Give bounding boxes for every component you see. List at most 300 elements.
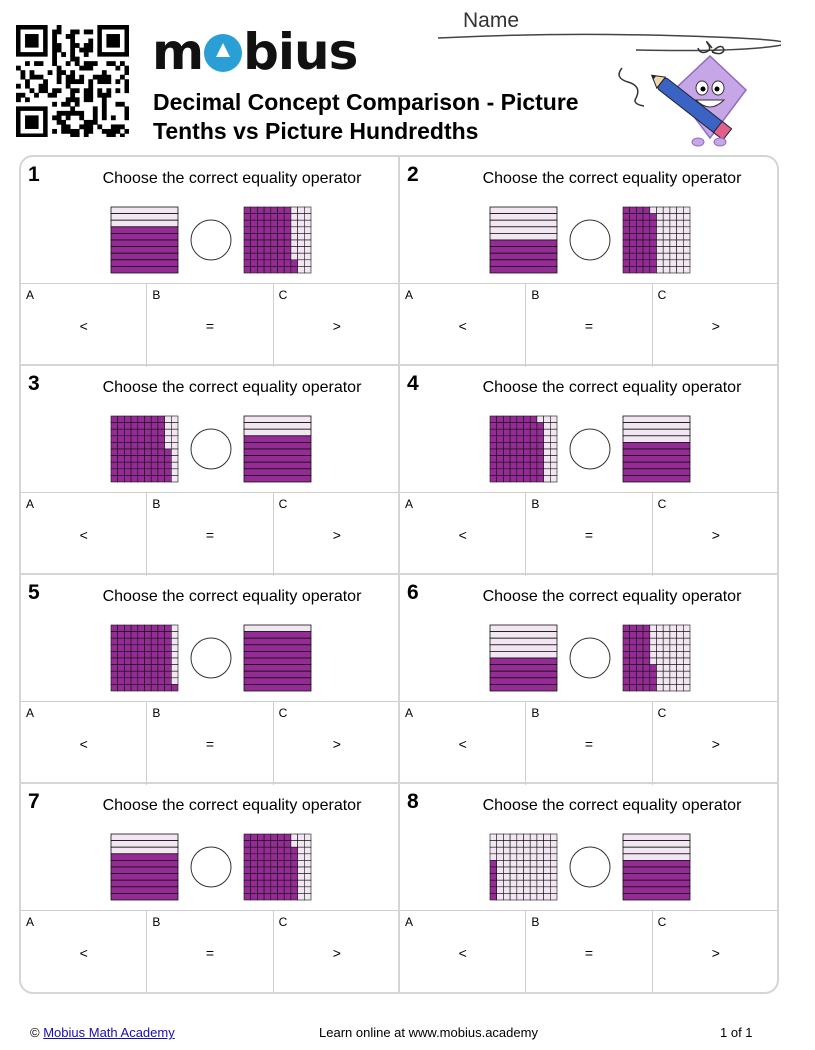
hundredths-square [623,227,630,234]
hundredths-square [497,475,504,482]
hundredths-square [677,645,684,652]
hundredths-square [151,678,158,685]
hundredths-square [524,416,531,423]
hundredths-square [677,638,684,645]
hundredths-square [111,665,118,672]
comparison-figure [488,414,693,484]
choice-a[interactable] [400,702,526,785]
hundredths-square [251,247,258,254]
hundredths-square [683,638,690,645]
hundredths-square [530,841,537,848]
hundredths-square [524,469,531,476]
hundredths-square [524,449,531,456]
tenths-strip [623,887,690,894]
hundredths-square [677,625,684,632]
hundredths-square [503,423,510,430]
tenths-strip [623,462,690,469]
hundredths-square [165,436,172,443]
tenths-strip [111,841,178,848]
choice-c[interactable] [653,493,779,576]
answer-choices [21,283,398,367]
hundredths-square [251,847,258,854]
hundredths-square [138,645,145,652]
choice-operator: < [79,527,88,543]
hundredths-square [670,214,677,221]
hundredths-square [530,469,537,476]
hundredths-square [118,416,125,423]
hundredths-square [490,860,497,867]
hundredths-square [271,227,278,234]
hundredths-square [517,860,524,867]
answer-choices [400,283,779,367]
hundredths-square [165,638,172,645]
choice-letter: B [152,288,161,302]
hundredths-square [636,658,643,665]
hundredths-square [131,423,138,430]
hundredths-square [663,214,670,221]
hundredths-square [636,678,643,685]
question-prompt: Choose the correct equality operator [102,170,362,187]
hundredths-square [278,893,285,900]
choice-operator: > [711,945,720,961]
hundredths-square [278,220,285,227]
operator-blank-circle[interactable] [570,220,610,260]
choice-b[interactable] [526,493,652,576]
hundredths-square [145,475,152,482]
hundredths-square [630,253,637,260]
tenths-strip [490,260,557,267]
hundredths-square [111,436,118,443]
hundredths-square [524,867,531,874]
hundredths-square [284,233,291,240]
hundredths-square [138,671,145,678]
hundredths-square [284,834,291,841]
hundredths-square [683,671,690,678]
hundredths-square [251,880,258,887]
hundredths-square [670,632,677,639]
hundredths-square [517,423,524,430]
hundredths-square [131,651,138,658]
hundredths-square [636,632,643,639]
hundredths-square [257,860,264,867]
hundredths-square [257,260,264,267]
hundredths-square [670,651,677,658]
hundredths-square [497,860,504,867]
choice-letter: C [657,915,667,929]
hundredths-square [271,867,278,874]
hundredths-square [503,841,510,848]
choice-b[interactable] [147,911,273,994]
hundredths-square [663,260,670,267]
hundredths-square [497,893,504,900]
hundredths-square [298,227,305,234]
operator-blank-circle[interactable] [570,638,610,678]
operator-blank-circle[interactable] [191,429,231,469]
hundredths-square [244,207,251,214]
hundredths-square [124,449,131,456]
question-prompt: Choose the correct equality operator [482,170,742,187]
hundredths-square [138,416,145,423]
hundredths-square [158,436,165,443]
hundredths-square [111,449,118,456]
choice-letter: B [531,706,540,720]
hundredths-square [630,658,637,665]
hundredths-square [490,456,497,463]
hundredths-square [683,227,690,234]
hundredths-square [657,260,664,267]
hundredths-square [550,834,557,841]
question-prompt: Choose the correct equality operator [482,588,742,605]
choice-letter: B [531,915,540,929]
hundredths-square [111,671,118,678]
hundredths-square [124,436,131,443]
hundredths-square [636,625,643,632]
hundredths-square [623,253,630,260]
hundredths-square [158,678,165,685]
hundredths-square [118,449,125,456]
hundredths-square [145,678,152,685]
hundredths-square [264,854,271,861]
choice-b[interactable] [526,911,652,994]
hundredths-square [145,429,152,436]
tenths-strip [623,475,690,482]
hundredths-square [623,658,630,665]
hundredths-square [151,449,158,456]
tenths-strip [111,893,178,900]
hundredths-square [677,658,684,665]
hundredths-square [524,854,531,861]
hundredths-square [298,874,305,881]
hundredths-square [490,449,497,456]
hundredths-square [244,867,251,874]
hundredths-square [251,867,258,874]
tenths-strip [490,214,557,221]
hundredths-square [138,436,145,443]
hundredths-square [271,247,278,254]
hundredths-square [165,632,172,639]
choice-c[interactable] [653,702,779,785]
hundredths-square [650,665,657,672]
choice-letter: A [405,288,414,302]
choice-a[interactable] [21,911,147,994]
hundredths-square [171,416,178,423]
hundredths-square [264,253,271,260]
hundredths-square [131,475,138,482]
hundredths-square [497,469,504,476]
hundredths-square [118,632,125,639]
choice-b[interactable] [526,284,652,367]
choice-c[interactable] [274,702,400,785]
tenths-strip [623,854,690,861]
hundredths-square [138,638,145,645]
hundredths-square [291,266,298,273]
hundredths-square [537,475,544,482]
hundredths-square [111,632,118,639]
hundredths-square [650,651,657,658]
hundredths-square [623,671,630,678]
hundredths-square [497,442,504,449]
hundredths-square [677,678,684,685]
tenths-strip [244,436,311,443]
hundredths-square [544,462,551,469]
hundredths-square [304,847,311,854]
hundredths-square [670,678,677,685]
hundredths-square [503,456,510,463]
hundredths-square [524,442,531,449]
choice-b[interactable] [147,702,273,785]
hundredths-square [524,874,531,881]
choice-c[interactable] [274,493,400,576]
hundredths-square [537,854,544,861]
hundredths-square [550,874,557,881]
hundredths-square [131,678,138,685]
choice-c[interactable] [653,911,779,994]
tenths-strip [111,253,178,260]
hundredths-square [284,854,291,861]
hundredths-square [165,658,172,665]
tenths-strip [490,665,557,672]
hundredths-square [271,207,278,214]
hundredths-square [657,233,664,240]
hundredths-square [171,436,178,443]
hundredths-square [623,220,630,227]
hundredths-square [510,874,517,881]
hundredths-square [264,233,271,240]
footer-center-text: Learn online at www.mobius.academy [319,1025,538,1040]
hundredths-square [643,247,650,254]
hundredths-square [291,214,298,221]
choice-operator: > [711,318,720,334]
choice-a[interactable] [21,284,147,367]
hundredths-square [165,475,172,482]
hundredths-square [171,625,178,632]
hundredths-square [284,841,291,848]
choice-a[interactable] [21,493,147,576]
hundredths-square [663,220,670,227]
hundredths-square [284,847,291,854]
question-8 [400,784,779,993]
choice-a[interactable] [400,493,526,576]
hundredths-square [284,266,291,273]
hundredths-square [278,260,285,267]
hundredths-square [663,658,670,665]
hundredths-square [304,874,311,881]
tenths-strip [244,671,311,678]
hundredths-square [636,671,643,678]
hundredths-square [298,880,305,887]
question-number: 5 [28,581,40,604]
hundredths-square [171,665,178,672]
choice-letter: A [405,915,414,929]
hundredths-square [111,625,118,632]
hundredths-square [544,416,551,423]
hundredths-square [650,214,657,221]
hundredths-square [683,625,690,632]
hundredths-square [636,665,643,672]
hundredths-square [663,240,670,247]
hundredths-square [244,227,251,234]
hundredths-square [284,874,291,881]
hundredths-square [244,847,251,854]
hundredths-square [683,214,690,221]
hundredths-square [284,207,291,214]
hundredths-square [663,684,670,691]
hundredths-square [530,887,537,894]
hundredths-square [544,442,551,449]
comparison-figure [109,623,314,693]
choice-letter: A [405,497,414,511]
hundredths-square [650,684,657,691]
choice-c[interactable] [274,284,400,367]
hundredths-square [251,874,258,881]
hundredths-square [490,442,497,449]
tenths-strip [490,638,557,645]
hundredths-square [118,625,125,632]
hundredths-square [643,658,650,665]
operator-blank-circle[interactable] [570,429,610,469]
hundredths-square [124,442,131,449]
operator-blank-circle[interactable] [570,847,610,887]
choice-letter: C [657,288,667,302]
hundredths-square [298,220,305,227]
hundredths-square [271,240,278,247]
tenths-strip [244,632,311,639]
hundredths-square [291,834,298,841]
hundredths-square [550,449,557,456]
hundredths-square [670,227,677,234]
choice-a[interactable] [21,702,147,785]
hundredths-square [657,253,664,260]
hundredths-square [524,880,531,887]
hundredths-square [278,247,285,254]
hundredths-square [251,887,258,894]
title-line-1: Decimal Concept Comparison - Picture [153,89,579,115]
hundredths-square [550,423,557,430]
tenths-strip [490,658,557,665]
hundredths-square [517,893,524,900]
hundredths-square [291,207,298,214]
choice-b[interactable] [147,493,273,576]
question-prompt: Choose the correct equality operator [482,797,742,814]
hundredths-square [291,253,298,260]
hundredths-square [530,854,537,861]
question-prompt: Choose the correct equality operator [102,797,362,814]
hundredths-square [623,625,630,632]
choice-b[interactable] [147,284,273,367]
hundredths-square [118,456,125,463]
hundredths-square [165,625,172,632]
hundredths-square [657,678,664,685]
tenths-strip [244,442,311,449]
hundredths-square [497,456,504,463]
hundredths-square [171,456,178,463]
hundredths-square [278,214,285,221]
hundredths-square [138,475,145,482]
hundredths-square [537,436,544,443]
hundredths-square [304,841,311,848]
hundredths-square [131,671,138,678]
hundredths-square [630,651,637,658]
hundredths-square [298,233,305,240]
hundredths-square [643,220,650,227]
hundredths-square [544,469,551,476]
question-3 [21,366,400,575]
choice-a[interactable] [400,284,526,367]
hundredths-square [510,456,517,463]
choice-c[interactable] [274,911,400,994]
tenths-strip [490,632,557,639]
hundredths-square [291,887,298,894]
hundredths-square [171,475,178,482]
hundredths-square [271,253,278,260]
hundredths-square [630,207,637,214]
tenths-strip [111,834,178,841]
choice-operator: < [458,736,467,752]
hundredths-square [257,266,264,273]
hundredths-square [264,247,271,254]
tenths-strip [111,880,178,887]
hundredths-square [650,632,657,639]
hundredths-square [284,880,291,887]
hundredths-square [503,887,510,894]
hundredths-square [118,442,125,449]
hundredths-square [544,874,551,881]
hundredths-square [670,233,677,240]
hundredths-square [111,684,118,691]
hundredths-square [264,266,271,273]
hundredths-square [158,449,165,456]
operator-blank-circle[interactable] [191,638,231,678]
hundredths-square [284,893,291,900]
hundredths-square [510,854,517,861]
hundredths-square [650,233,657,240]
hundredths-square [158,475,165,482]
hundredths-square [670,638,677,645]
answer-choices [400,701,779,785]
hundredths-square [623,678,630,685]
hundredths-square [118,678,125,685]
hundredths-square [657,671,664,678]
hundredths-square [124,456,131,463]
hundredths-square [623,260,630,267]
operator-blank-circle[interactable] [191,847,231,887]
hundredths-square [304,854,311,861]
hundredths-square [630,266,637,273]
choice-a[interactable] [400,911,526,994]
mobius-academy-link[interactable]: Mobius Math Academy [43,1025,175,1040]
hundredths-square [497,880,504,887]
question-2 [400,157,779,366]
hundredths-square [271,847,278,854]
hundredths-square [630,625,637,632]
hundredths-square [118,462,125,469]
choice-operator: < [79,945,88,961]
tenths-strip [623,416,690,423]
operator-blank-circle[interactable] [191,220,231,260]
choice-c[interactable] [653,284,779,367]
choice-b[interactable] [526,702,652,785]
hundredths-square [145,449,152,456]
hundredths-square [630,678,637,685]
question-5 [21,575,400,784]
answer-choices [21,701,398,785]
hundredths-square [623,645,630,652]
hundredths-square [677,684,684,691]
hundredths-square [636,227,643,234]
hundredths-square [657,665,664,672]
hundredths-square [650,207,657,214]
hundredths-square [636,240,643,247]
